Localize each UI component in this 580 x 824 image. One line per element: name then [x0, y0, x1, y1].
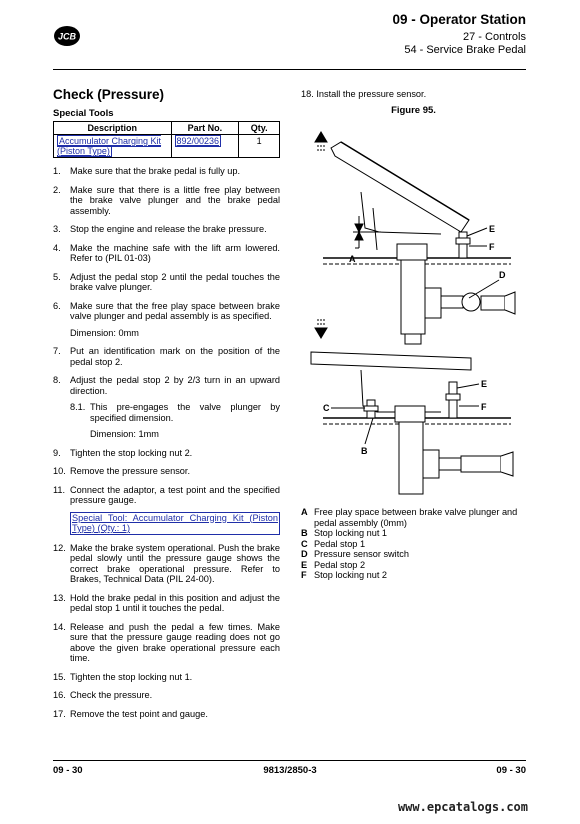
step-1: 1. Make sure that the brake pedal is fully up.: [53, 166, 241, 176]
watermark: www.epcatalogs.com: [397, 800, 528, 814]
step-3: 3. Stop the engine and release the brake pressure.: [53, 224, 267, 234]
page-subtitle-topic: 54 - Service Brake Pedal: [404, 44, 526, 56]
legend-item: B Stop locking nut 1: [301, 528, 388, 538]
page-number-right: 09 - 30: [496, 765, 526, 776]
procedure-column: [53, 87, 280, 727]
step-16: 16. Check the pressure.: [53, 690, 153, 700]
step-10: 10. Remove the pressure sensor.: [53, 466, 191, 476]
step-13: 13. Hold the brake pedal in this position and adjust the pedal stop 1 until it touches the pedal.: [53, 592, 280, 613]
push-arrow-icon: [315, 132, 327, 150]
special-tools-label: Special Tools: [53, 108, 114, 119]
callout-d: D: [499, 270, 506, 280]
figure-label: Figure 95.: [391, 105, 436, 116]
step-14: 14. Release and push the pedal a few times. Make sure that the pressure gauge reading does not go above the given brake operational pressure each time.: [53, 621, 280, 663]
step-11: 11. Connect the adaptor, a test point and the specified pressure gauge. Special Tool: Accumulator Charging Kit (Piston Type) (Qty.: 1): [53, 484, 280, 533]
step-5: 5. Adjust the pedal stop 2 until the pedal touches the brake valve plunger.: [53, 271, 280, 292]
step-8-1: 8.1. This pre-engages the valve plunger by specified dimension.: [70, 402, 280, 423]
step-17: 17. Remove the test point and gauge.: [53, 708, 208, 719]
logo-text: JCB: [57, 31, 77, 42]
callout-f-top: F: [489, 242, 495, 252]
dimension-0mm: Dimension: 0mm: [70, 327, 139, 338]
legend-item: A Free play space between brake valve plunger and pedal assembly (0mm): [301, 507, 518, 528]
section-title: Check (Pressure): [53, 87, 165, 102]
legend-item: F Stop locking nut 2: [301, 570, 388, 580]
legend-item: C Pedal stop 1: [301, 538, 366, 549]
jcb-logo: [53, 25, 81, 47]
step-2: 2. Make sure that there is a little free play between the brake valve plunger and the brake pedal assembly.: [53, 184, 280, 216]
special-tool-link[interactable]: Special Tool: Accumulator Charging Kit (Piston Type) (Qty.: 1): [72, 512, 278, 533]
table-row: [54, 135, 280, 158]
header-divider: [53, 69, 526, 70]
callout-e-top: E: [489, 224, 496, 234]
page-subtitle-section: 27 - Controls: [463, 31, 526, 43]
figure-column: [301, 89, 526, 581]
tool-description-cell: [54, 135, 172, 158]
table-header-row: [54, 122, 280, 135]
tool-description-link[interactable]: Accumulator Charging Kit (Piston Type): [57, 136, 162, 156]
callout-b: B: [361, 446, 368, 456]
callout-c: C: [323, 403, 330, 413]
procedure-steps: [53, 166, 280, 719]
page-title: 09 - Operator Station: [392, 12, 526, 27]
step-8: 8. Adjust the pedal stop 2 by 2/3 turn in an upward direction. 8.1. This pre-engages the valve plunger by specified dimension. Dimension: 1mm: [53, 375, 280, 439]
col-description: Description: [54, 122, 172, 135]
step-15: 15. Tighten the stop locking nut 1.: [53, 671, 193, 682]
document-number: 9813/2850-3: [263, 765, 317, 776]
legend-item: D Pressure sensor switch: [301, 549, 409, 559]
legend-item: E Pedal stop 2: [301, 559, 366, 570]
tool-qty-cell: 1: [239, 135, 280, 158]
push-arrow-icon-2: [315, 320, 327, 338]
step-7: 7. Put an identification mark on the position of the pedal stop 2.: [53, 346, 280, 367]
page-number-left: 09 - 30: [53, 765, 83, 776]
brake-pedal-figure: [301, 120, 526, 503]
figure-legend: [301, 507, 526, 581]
footer-divider: [53, 760, 526, 761]
step-12: 12. Make the brake system operational. Push the brake pedal slowly until the pressure gauge shows the correct brake operational pressure. Refer to Brakes, Technical Data (PIL 24-00).: [53, 542, 280, 584]
special-tools-table: [53, 121, 280, 158]
tool-part-no-cell: [171, 135, 239, 158]
step-9: 9. Tighten the stop locking nut 2.: [53, 447, 193, 458]
dimension-1mm: Dimension: 1mm: [90, 429, 159, 439]
callout-e-bottom: E: [481, 379, 488, 389]
step-4: 4. Make the machine safe with the lift arm lowered. Refer to (PIL 01-03): [53, 242, 280, 263]
step-18: 18. Install the pressure sensor.: [301, 89, 427, 99]
callout-f-bottom: F: [481, 402, 487, 412]
step-6: 6. Make sure that the free play space between brake valve plunger and pedal assembly is as specified. Dimension: 0mm: [53, 300, 280, 338]
col-qty: Qty.: [239, 122, 280, 135]
col-part-no: Part No.: [171, 122, 239, 135]
callout-a: A: [349, 254, 356, 264]
tool-part-no-link[interactable]: 892/00236: [176, 136, 220, 146]
